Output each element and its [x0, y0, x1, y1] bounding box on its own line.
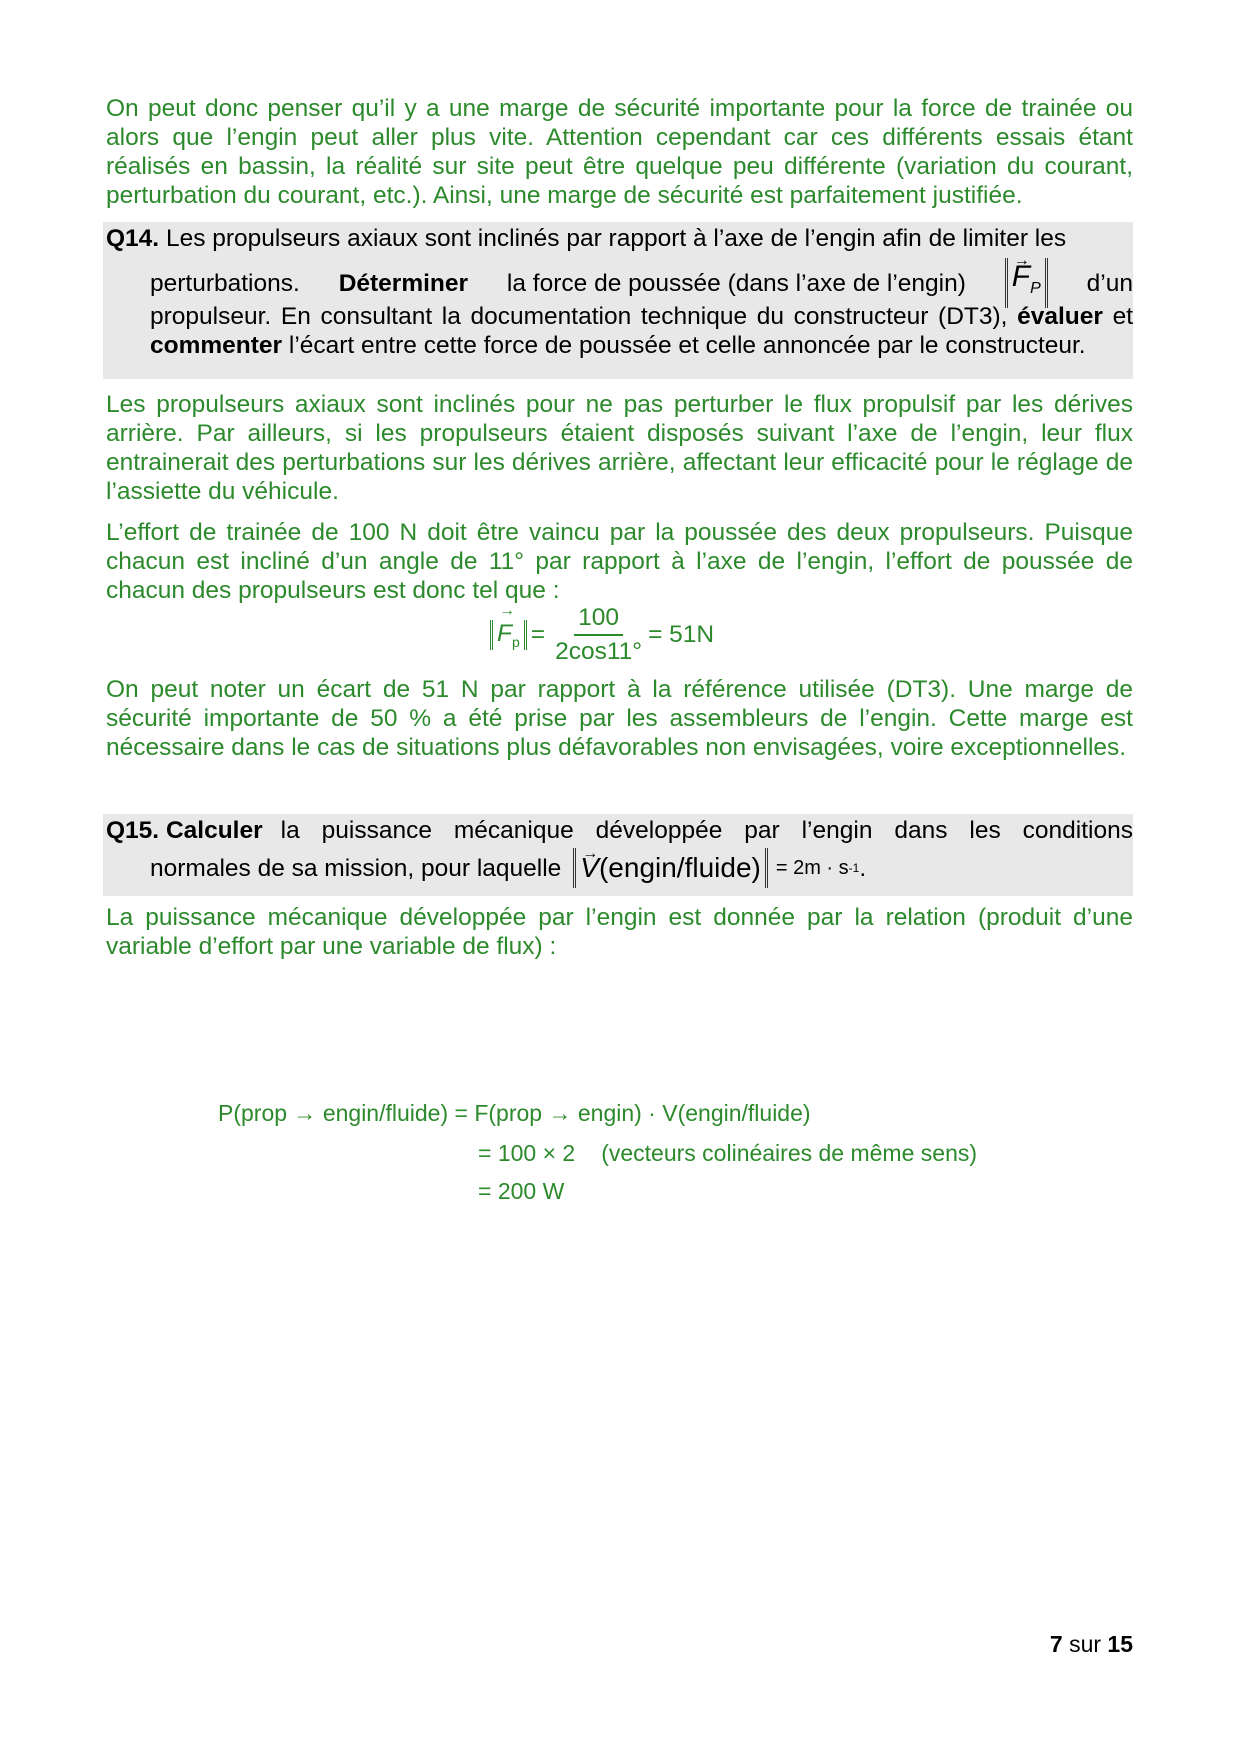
formula14-eq: =	[530, 621, 546, 648]
question-q15	[103, 814, 1133, 896]
q14-line2	[150, 258, 1133, 308]
formula-thrust	[490, 604, 714, 666]
formula14-norm	[490, 620, 527, 650]
formula14-result: = 51N	[648, 621, 715, 648]
question-q14	[103, 222, 1133, 379]
answer14-paragraph1: Les propulseurs axiaux sont inclinés pour ne pas perturber le flux propulsif par les dérives arrière. Par ailleurs, si les propulseurs étaient disposés suivant l’axe de l’engin, leur flux entrainerait des perturbations sur les dérives arrière, affectant leur efficacité pour le réglage de l’assiette du véhicule.	[106, 391, 1133, 505]
q15-vector-symbol: → V	[580, 852, 599, 883]
q15-calculer: Calculer	[165, 817, 263, 844]
q15-end: .	[859, 854, 867, 882]
q15-exponent: -1	[848, 860, 860, 875]
q14-line2b: la force de poussée (dans l’axe de l’engin)	[506, 269, 966, 297]
q15-velocity-norm	[573, 848, 768, 888]
q15-line2-text: normales de sa mission, pour laquelle	[150, 854, 562, 882]
q14-vector-norm	[1005, 258, 1048, 308]
q15-label: Q15.	[106, 817, 160, 844]
footer-total: 15	[1107, 1631, 1133, 1657]
formula-power-line3: = 200 W	[478, 1178, 565, 1204]
answer14-paragraph2: L’effort de trainée de 100 N doit être vaincu par la poussée des deux propulseurs. Puisque chacun est incliné d’un angle de 11° par rapport à l’axe de l’engin, l’effort de poussée de chacun des propulseurs est donc tel que :	[106, 519, 1133, 604]
q15-line1-text: la puissance mécanique développée par l’engin dans les conditions	[280, 817, 1133, 844]
page-number	[1050, 1631, 1133, 1658]
q14-vector-symbol: → F	[1012, 260, 1030, 293]
formula14-numerator: 100	[574, 604, 623, 636]
formula-power-line2	[478, 1140, 977, 1167]
q15-vector-arg: (engin/fluide)	[598, 852, 761, 883]
intro-paragraph: On peut donc penser qu’il y a une marge de sécurité importante pour la force de trainée ou alors que l’engin peut aller plus vite. Attention cependant car ces différents essais étant réalisés en bassin, la réalité sur site peut être quelque peu différente (variation du courant, perturbation du courant, etc.). Ainsi, une marge de sécurité est parfaitement justifiée.	[106, 95, 1133, 209]
footer-sep: sur	[1069, 1631, 1102, 1657]
q14-commenter: commenter	[150, 332, 283, 359]
q14-line2c: d’un	[1086, 269, 1133, 297]
q14-label: Q14.	[106, 225, 160, 252]
q14-vector-sub: P	[1030, 280, 1041, 297]
q14-line3b: et	[1112, 303, 1133, 330]
q14-line3	[150, 302, 1133, 360]
q15-line1-lead	[106, 816, 263, 845]
q14-line3c: l’écart entre cette force de poussée et celle annoncée par le constructeur.	[288, 332, 1086, 359]
q15-value: = 2m · s	[775, 856, 849, 879]
q14-line3a: propulseur. En consultant la documentation technique du constructeur (DT3),	[150, 303, 1008, 330]
q14-line2a: perturbations.	[150, 269, 300, 297]
q14-line1-text: Les propulseurs axiaux sont inclinés par rapport à l’axe de l’engin afin de limiter les	[165, 225, 1067, 252]
formula-power-line1: P(prop → engin/fluide) = F(prop → engin) · V(engin/fluide)	[218, 1100, 811, 1126]
q15-line2	[150, 848, 866, 888]
q14-determiner: Déterminer	[338, 269, 469, 297]
q15-line1	[106, 816, 1133, 845]
q14-evaluer: évaluer	[1017, 303, 1103, 330]
formula14-symbol: → F	[497, 620, 512, 647]
formula14-fraction	[555, 604, 642, 666]
formula14-sub: p	[511, 633, 520, 650]
answer15-paragraph1: La puissance mécanique développée par l’engin est donnée par la relation (produit d’une variable d’effort par une variable de flux) :	[106, 904, 1133, 960]
answer14-paragraph3: On peut noter un écart de 51 N par rapport à la référence utilisée (DT3). Une marge de sécurité importante de 50 % a été prise par les assembleurs de l’engin. Cette marge est nécessaire dans le cas de situations plus défavorables non envisagées, voire exceptionnelles.	[106, 676, 1133, 761]
footer-page: 7	[1049, 1631, 1063, 1657]
formula15-note: (vecteurs colinéaires de même sens)	[601, 1140, 978, 1166]
formula15-expr: = 100 × 2	[478, 1140, 576, 1166]
formula14-denominator: 2cos11°	[555, 638, 643, 665]
q14-line1	[106, 224, 1133, 253]
